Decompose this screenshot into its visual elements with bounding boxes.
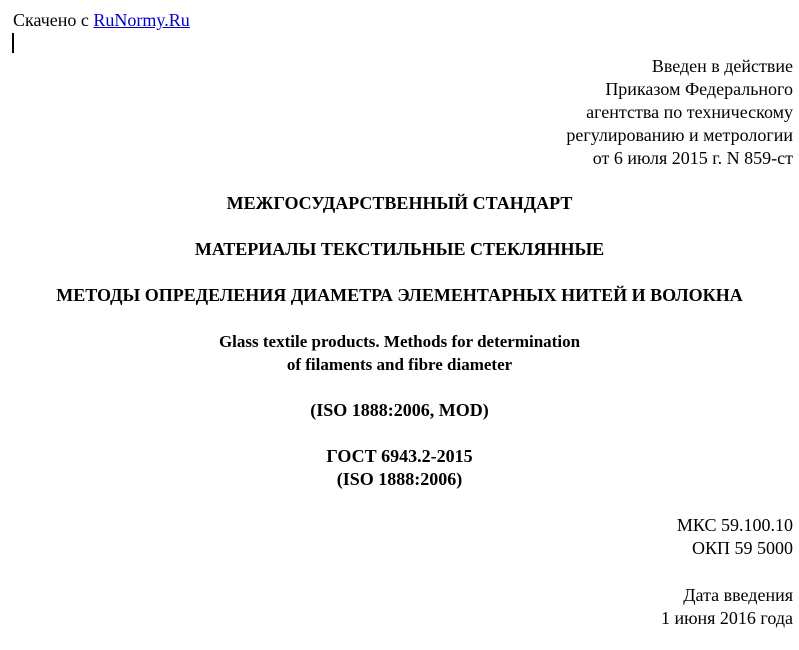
source-prefix: Скачено с bbox=[13, 10, 94, 30]
intro-date-label: Дата введения bbox=[683, 585, 793, 605]
standard-type-heading: МЕЖГОСУДАРСТВЕННЫЙ СТАНДАРТ bbox=[226, 193, 573, 213]
classifier-codes bbox=[677, 514, 793, 560]
document-subtitle: МЕТОДЫ ОПРЕДЕЛЕНИЯ ДИАМЕТРА ЭЛЕМЕНТАРНЫХ НИТЕЙ И ВОЛОКНА bbox=[56, 285, 743, 305]
intro-date-value: 1 июня 2016 года bbox=[660, 608, 793, 628]
english-title-line: of filaments and fibre diameter bbox=[286, 355, 513, 374]
okp-code: ОКП 59 5000 bbox=[691, 538, 793, 558]
source-attribution bbox=[13, 9, 190, 32]
introduction-date-block bbox=[661, 584, 793, 630]
approval-line: регулированию и метрологии bbox=[566, 125, 793, 145]
english-title bbox=[0, 330, 799, 376]
approval-line: от 6 июля 2015 г. N 859-ст bbox=[592, 148, 793, 168]
approval-line: Приказом Федерального bbox=[605, 79, 793, 99]
approval-block bbox=[566, 55, 793, 170]
gost-designation bbox=[0, 445, 799, 491]
mks-code: МКС 59.100.10 bbox=[676, 515, 793, 535]
gost-number: ГОСТ 6943.2-2015 bbox=[326, 446, 473, 466]
gost-iso-reference: (ISO 1888:2006) bbox=[336, 469, 463, 489]
iso-modification: (ISO 1888:2006, MOD) bbox=[310, 400, 489, 420]
approval-line: агентства по техническому bbox=[586, 102, 793, 122]
text-cursor bbox=[12, 33, 14, 53]
english-title-line: Glass textile products. Methods for determination bbox=[218, 332, 581, 351]
document-title: МАТЕРИАЛЫ ТЕКСТИЛЬНЫЕ СТЕКЛЯННЫЕ bbox=[194, 239, 605, 259]
runormy-link[interactable]: RuNormy.Ru bbox=[93, 10, 190, 30]
approval-line: Введен в действие bbox=[651, 56, 793, 76]
